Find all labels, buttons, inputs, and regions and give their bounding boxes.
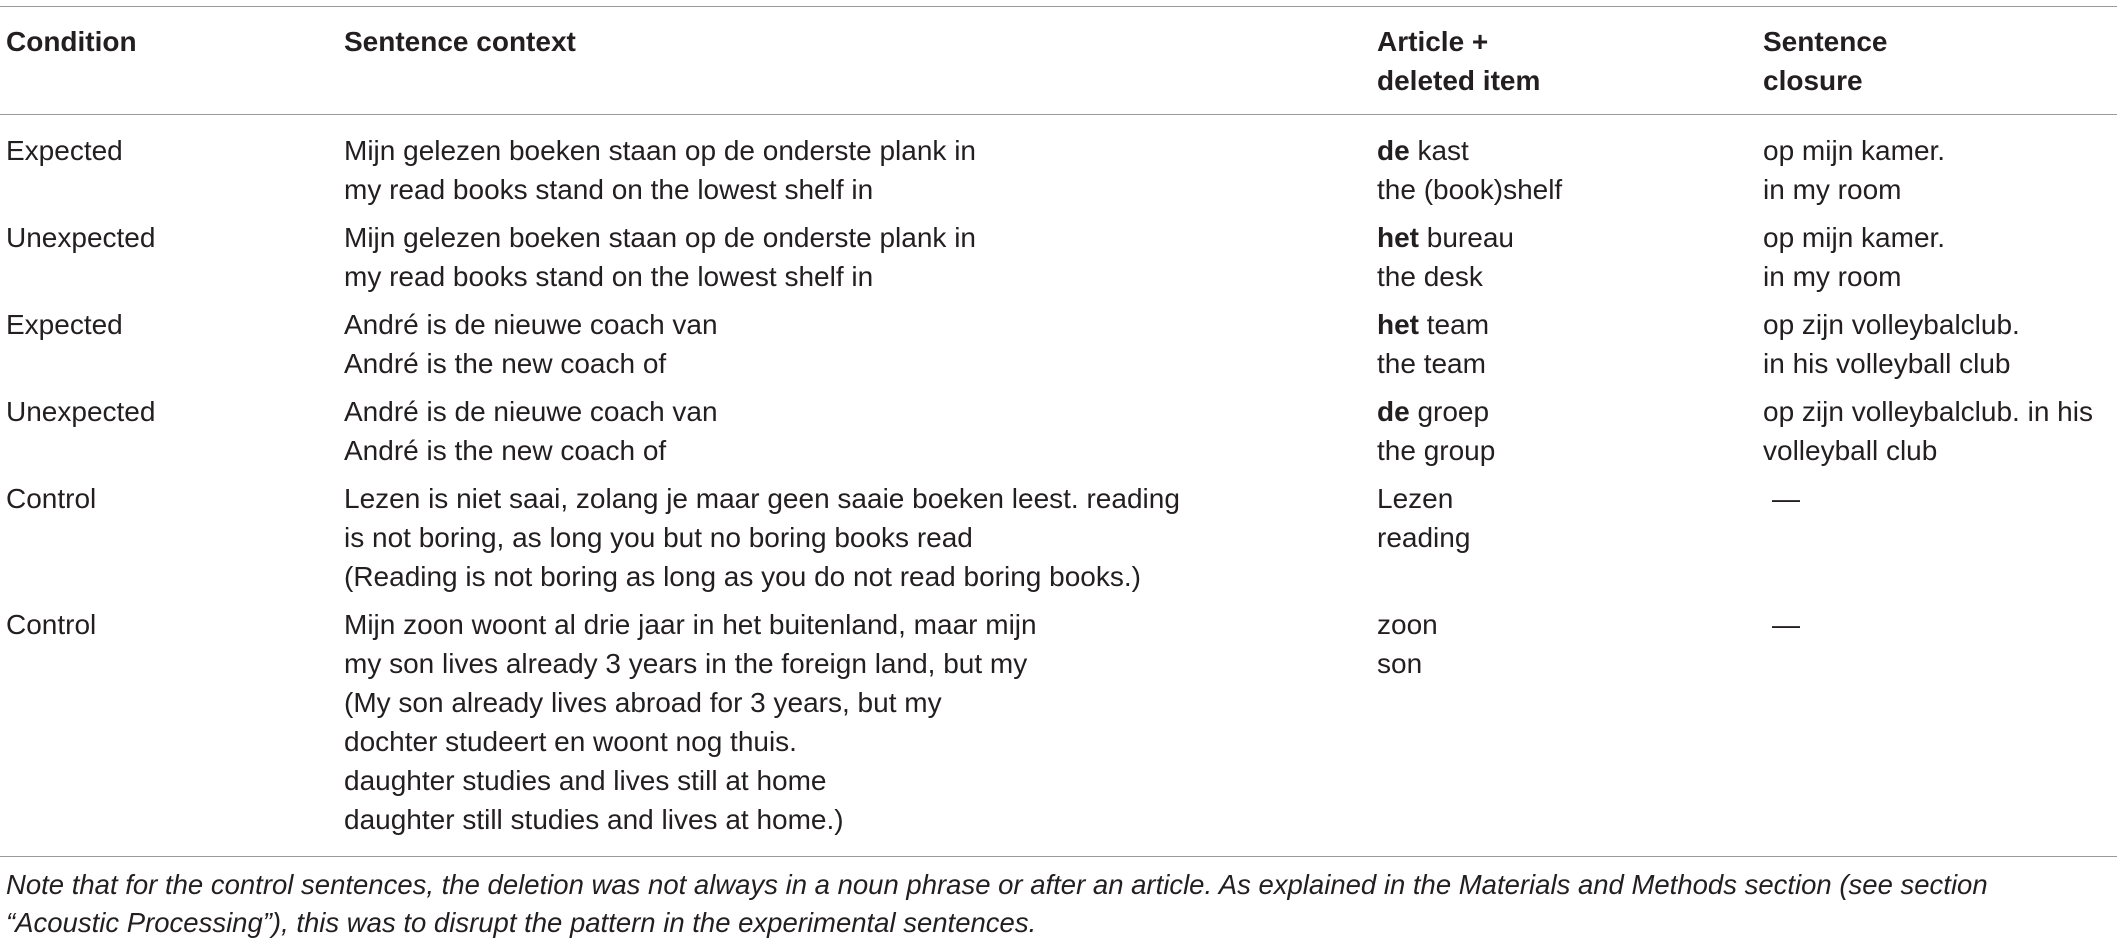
- condition-cell: Unexpected: [6, 222, 156, 253]
- closure-cell: [1763, 305, 2020, 383]
- table-footnote: [6, 866, 2111, 942]
- article-word: het: [1377, 222, 1419, 253]
- article-gloss: son: [1377, 648, 1423, 679]
- closure-line: in his volleyball club: [1763, 348, 2011, 379]
- context-line: is not boring, as long you but no boring books read: [344, 522, 973, 553]
- header-article-line1: Article +: [1377, 26, 1489, 57]
- article-cell: [1377, 305, 1489, 383]
- article-gloss: the team: [1377, 348, 1486, 379]
- context-line: (My son already lives abroad for 3 years, but my: [344, 687, 942, 718]
- header-article-line2: deleted item: [1377, 65, 1541, 96]
- footnote-line: Note that for the control sentences, the deletion was not always in a noun phrase or after an article. As explained in the Materials and Methods section (see section: [6, 869, 1988, 900]
- closure-cell: [1772, 479, 1800, 518]
- article-cell: [1377, 131, 1562, 209]
- context-line: André is de nieuwe coach van: [344, 309, 718, 340]
- closure-line: op zijn volleybalclub.: [1763, 309, 2020, 340]
- context-cell: [344, 479, 1180, 596]
- context-cell: [344, 605, 1037, 839]
- context-line: daughter studies and lives still at home: [344, 765, 827, 796]
- context-line: André is the new coach of: [344, 348, 667, 379]
- article-line: [1377, 131, 1562, 170]
- context-line: Mijn zoon woont al drie jaar in het buitenland, maar mijn: [344, 609, 1037, 640]
- header-sentence-context: Sentence context: [344, 26, 576, 57]
- closure-line: in my room: [1763, 174, 1902, 205]
- article-gloss: the desk: [1377, 261, 1483, 292]
- context-line: dochter studeert en woont nog thuis.: [344, 726, 797, 757]
- context-line: Lezen is niet saai, zolang je maar geen saaie boeken leest. reading: [344, 483, 1180, 514]
- table-top-rule: [0, 6, 2117, 7]
- closure-cell: [1763, 131, 1945, 209]
- context-line: Mijn gelezen boeken staan op de onderste plank in: [344, 222, 976, 253]
- article-cell: [1377, 392, 1495, 470]
- context-line: daughter still studies and lives at home.): [344, 804, 844, 835]
- closure-line: volleyball club: [1763, 435, 1938, 466]
- article-line: Lezen: [1377, 483, 1454, 514]
- article-cell: [1377, 605, 1438, 683]
- article-line: [1377, 218, 1514, 257]
- header-sentence-closure: [1763, 22, 1888, 100]
- context-cell: [344, 218, 976, 296]
- context-line: my read books stand on the lowest shelf in: [344, 174, 874, 205]
- closure-line: op mijn kamer.: [1763, 135, 1946, 166]
- deleted-word: bureau: [1419, 222, 1514, 253]
- article-cell: [1377, 479, 1470, 557]
- header-article-deleted-item: [1377, 22, 1540, 100]
- article-cell: [1377, 218, 1514, 296]
- condition-cell: Control: [6, 483, 97, 514]
- article-line: [1377, 392, 1495, 431]
- context-line: (Reading is not boring as long as you do not read boring books.): [344, 561, 1141, 592]
- context-line: my read books stand on the lowest shelf in: [344, 261, 874, 292]
- deleted-word: team: [1419, 309, 1490, 340]
- closure-line: in my room: [1763, 261, 1902, 292]
- context-cell: [344, 305, 718, 383]
- context-cell: [344, 392, 718, 470]
- context-line: my son lives already 3 years in the foreign land, but my: [344, 648, 1028, 679]
- article-word: de: [1377, 396, 1410, 427]
- condition-cell: Control: [6, 609, 97, 640]
- table-header-rule: [0, 114, 2117, 115]
- closure-line: op zijn volleybalclub. in his: [1763, 396, 2093, 427]
- article-line: [1377, 305, 1489, 344]
- context-cell: [344, 131, 976, 209]
- closure-cell: [1763, 218, 1945, 296]
- article-word: het: [1377, 309, 1419, 340]
- condition-cell: Unexpected: [6, 396, 156, 427]
- closure-line: op mijn kamer.: [1763, 222, 1946, 253]
- article-gloss: the (book)shelf: [1377, 174, 1563, 205]
- closure-dash: —: [1772, 609, 1800, 640]
- context-line: André is the new coach of: [344, 435, 667, 466]
- closure-cell: [1763, 392, 2093, 470]
- header-closure-line1: Sentence: [1763, 26, 1888, 57]
- table-bottom-rule: [0, 856, 2117, 857]
- article-gloss: the group: [1377, 435, 1496, 466]
- header-condition: Condition: [6, 26, 137, 57]
- header-closure-line2: closure: [1763, 65, 1863, 96]
- closure-cell: [1772, 605, 1800, 644]
- deleted-word: kast: [1409, 135, 1469, 166]
- article-line: zoon: [1377, 609, 1438, 640]
- context-line: André is de nieuwe coach van: [344, 396, 718, 427]
- condition-cell: Expected: [6, 309, 123, 340]
- deleted-word: groep: [1409, 396, 1490, 427]
- article-word: de: [1377, 135, 1410, 166]
- condition-cell: Expected: [6, 135, 123, 166]
- closure-dash: —: [1772, 483, 1800, 514]
- footnote-line: “Acoustic Processing”), this was to disrupt the pattern in the experimental sentences.: [6, 907, 1037, 938]
- context-line: Mijn gelezen boeken staan op de onderste plank in: [344, 135, 976, 166]
- article-gloss: reading: [1377, 522, 1471, 553]
